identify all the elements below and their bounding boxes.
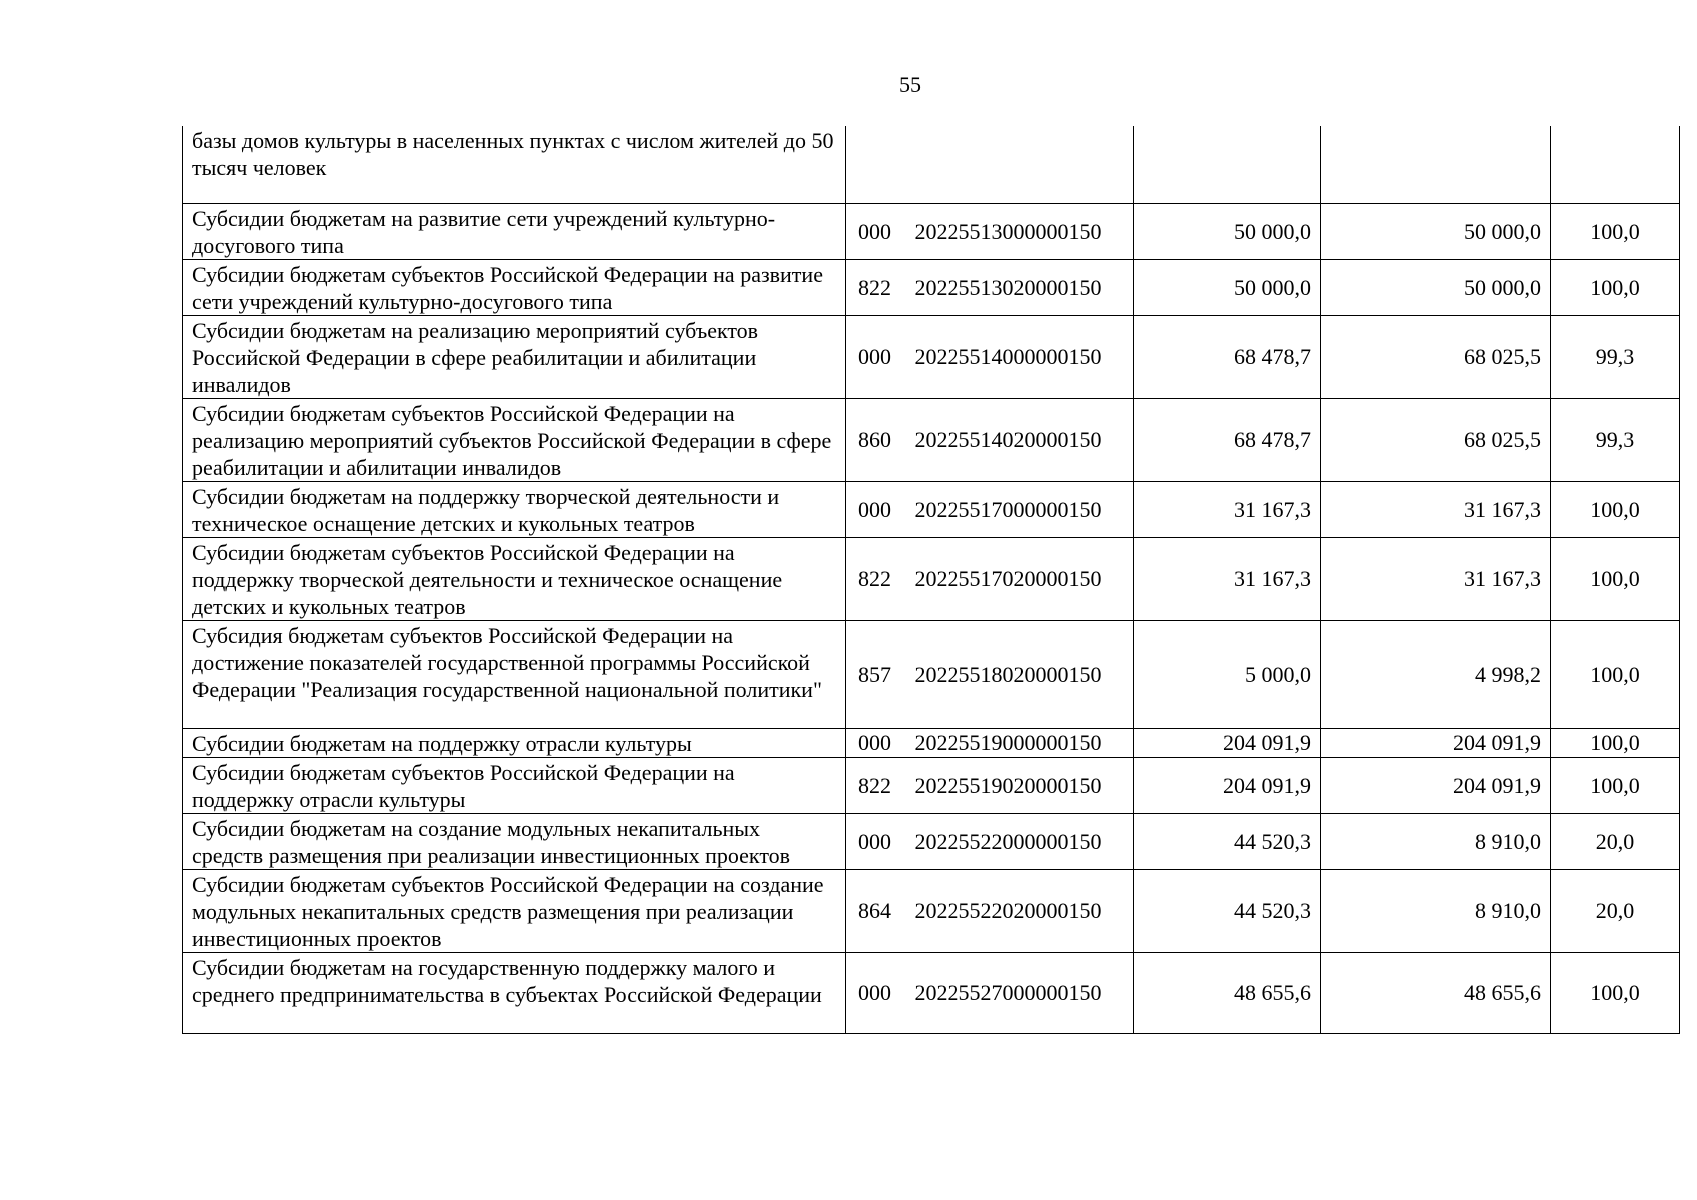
percent-cell: 100,0 bbox=[1551, 203, 1680, 259]
revenue-name-cell: Субсидии бюджетам на поддержку отрасли культуры bbox=[183, 728, 846, 757]
percent-cell: 100,0 bbox=[1551, 259, 1680, 315]
revenue-name-cell: Субсидии бюджетам субъектов Российской Федерации на поддержку отрасли культуры bbox=[183, 757, 846, 813]
table-row bbox=[183, 203, 1680, 259]
planned-amount-cell bbox=[1134, 126, 1321, 203]
percent-cell: 20,0 bbox=[1551, 869, 1680, 952]
kbk-code-cell bbox=[909, 126, 1134, 203]
planned-amount-cell: 68 478,7 bbox=[1134, 315, 1321, 398]
revenue-name-cell: Субсидии бюджетам субъектов Российской Федерации на реализацию мероприятий субъектов Российской Федерации в сфере реабилитации и абилитации инвалидов bbox=[183, 398, 846, 481]
table-row bbox=[183, 728, 1680, 757]
percent-cell: 100,0 bbox=[1551, 620, 1680, 728]
planned-amount-cell: 5 000,0 bbox=[1134, 620, 1321, 728]
table-row bbox=[183, 757, 1680, 813]
revenue-name-cell: Субсидии бюджетам на поддержку творческой деятельности и техническое оснащение детских и кукольных театров bbox=[183, 481, 846, 537]
executed-amount-cell: 31 167,3 bbox=[1321, 481, 1551, 537]
executed-amount-cell: 68 025,5 bbox=[1321, 398, 1551, 481]
table-row bbox=[183, 315, 1680, 398]
percent-cell: 100,0 bbox=[1551, 952, 1680, 1033]
percent-cell: 100,0 bbox=[1551, 757, 1680, 813]
executed-amount-cell: 8 910,0 bbox=[1321, 869, 1551, 952]
revenue-name-cell: Субсидии бюджетам на реализацию мероприятий субъектов Российской Федерации в сфере реабилитации и абилитации инвалидов bbox=[183, 315, 846, 398]
admin-code-cell: 857 bbox=[846, 620, 909, 728]
percent-cell: 99,3 bbox=[1551, 315, 1680, 398]
admin-code-cell: 000 bbox=[846, 481, 909, 537]
revenue-name-cell: Субсидии бюджетам на развитие сети учреждений культурно-досугового типа bbox=[183, 203, 846, 259]
percent-cell: 99,3 bbox=[1551, 398, 1680, 481]
planned-amount-cell: 44 520,3 bbox=[1134, 813, 1321, 869]
kbk-code-cell: 20225527000000150 bbox=[909, 952, 1134, 1033]
executed-amount-cell: 204 091,9 bbox=[1321, 757, 1551, 813]
table-row bbox=[183, 952, 1680, 1033]
revenue-name-cell: Субсидии бюджетам субъектов Российской Федерации на развитие сети учреждений культурно-досугового типа bbox=[183, 259, 846, 315]
admin-code-cell: 822 bbox=[846, 537, 909, 620]
executed-amount-cell: 204 091,9 bbox=[1321, 728, 1551, 757]
admin-code-cell: 000 bbox=[846, 203, 909, 259]
percent-cell bbox=[1551, 126, 1680, 203]
admin-code-cell bbox=[846, 126, 909, 203]
revenue-name-cell: базы домов культуры в населенных пунктах с числом жителей до 50 тысяч человек bbox=[183, 126, 846, 203]
executed-amount-cell: 8 910,0 bbox=[1321, 813, 1551, 869]
page-number: 55 bbox=[899, 72, 921, 97]
percent-cell: 100,0 bbox=[1551, 537, 1680, 620]
admin-code-cell: 000 bbox=[846, 728, 909, 757]
revenue-name-cell: Субсидии бюджетам на государственную поддержку малого и среднего предпринимательства в субъектах Российской Федерации bbox=[183, 952, 846, 1033]
table-row bbox=[183, 537, 1680, 620]
executed-amount-cell: 31 167,3 bbox=[1321, 537, 1551, 620]
executed-amount-cell: 4 998,2 bbox=[1321, 620, 1551, 728]
admin-code-cell: 860 bbox=[846, 398, 909, 481]
admin-code-cell: 822 bbox=[846, 259, 909, 315]
table-row bbox=[183, 813, 1680, 869]
kbk-code-cell: 20225519000000150 bbox=[909, 728, 1134, 757]
table-row bbox=[183, 481, 1680, 537]
revenue-name-cell: Субсидии бюджетам субъектов Российской Федерации на создание модульных некапитальных средств размещения при реализации инвестиционных проектов bbox=[183, 869, 846, 952]
planned-amount-cell: 31 167,3 bbox=[1134, 537, 1321, 620]
kbk-code-cell: 20225517020000150 bbox=[909, 537, 1134, 620]
planned-amount-cell: 50 000,0 bbox=[1134, 203, 1321, 259]
admin-code-cell: 000 bbox=[846, 952, 909, 1033]
revenue-name-cell: Субсидии бюджетам субъектов Российской Федерации на поддержку творческой деятельности и техническое оснащение детских и кукольных театров bbox=[183, 537, 846, 620]
planned-amount-cell: 50 000,0 bbox=[1134, 259, 1321, 315]
table-row bbox=[183, 126, 1680, 203]
table-row bbox=[183, 869, 1680, 952]
revenue-name-cell: Субсидия бюджетам субъектов Российской Федерации на достижение показателей государственной программы Российской Федерации "Реализация государственной национальной политики" bbox=[183, 620, 846, 728]
executed-amount-cell: 50 000,0 bbox=[1321, 259, 1551, 315]
planned-amount-cell: 48 655,6 bbox=[1134, 952, 1321, 1033]
planned-amount-cell: 204 091,9 bbox=[1134, 757, 1321, 813]
executed-amount-cell: 48 655,6 bbox=[1321, 952, 1551, 1033]
executed-amount-cell bbox=[1321, 126, 1551, 203]
executed-amount-cell: 50 000,0 bbox=[1321, 203, 1551, 259]
planned-amount-cell: 31 167,3 bbox=[1134, 481, 1321, 537]
admin-code-cell: 822 bbox=[846, 757, 909, 813]
kbk-code-cell: 20225518020000150 bbox=[909, 620, 1134, 728]
budget-revenue-table bbox=[182, 126, 1680, 1034]
table-row bbox=[183, 398, 1680, 481]
kbk-code-cell: 20225514020000150 bbox=[909, 398, 1134, 481]
kbk-code-cell: 20225513020000150 bbox=[909, 259, 1134, 315]
admin-code-cell: 000 bbox=[846, 315, 909, 398]
kbk-code-cell: 20225513000000150 bbox=[909, 203, 1134, 259]
admin-code-cell: 000 bbox=[846, 813, 909, 869]
percent-cell: 100,0 bbox=[1551, 728, 1680, 757]
planned-amount-cell: 44 520,3 bbox=[1134, 869, 1321, 952]
planned-amount-cell: 204 091,9 bbox=[1134, 728, 1321, 757]
table-row bbox=[183, 259, 1680, 315]
table-row bbox=[183, 620, 1680, 728]
admin-code-cell: 864 bbox=[846, 869, 909, 952]
percent-cell: 100,0 bbox=[1551, 481, 1680, 537]
kbk-code-cell: 20225517000000150 bbox=[909, 481, 1134, 537]
percent-cell: 20,0 bbox=[1551, 813, 1680, 869]
revenue-name-cell: Субсидии бюджетам на создание модульных некапитальных средств размещения при реализации инвестиционных проектов bbox=[183, 813, 846, 869]
kbk-code-cell: 20225519020000150 bbox=[909, 757, 1134, 813]
planned-amount-cell: 68 478,7 bbox=[1134, 398, 1321, 481]
executed-amount-cell: 68 025,5 bbox=[1321, 315, 1551, 398]
kbk-code-cell: 20225522020000150 bbox=[909, 869, 1134, 952]
kbk-code-cell: 20225522000000150 bbox=[909, 813, 1134, 869]
kbk-code-cell: 20225514000000150 bbox=[909, 315, 1134, 398]
